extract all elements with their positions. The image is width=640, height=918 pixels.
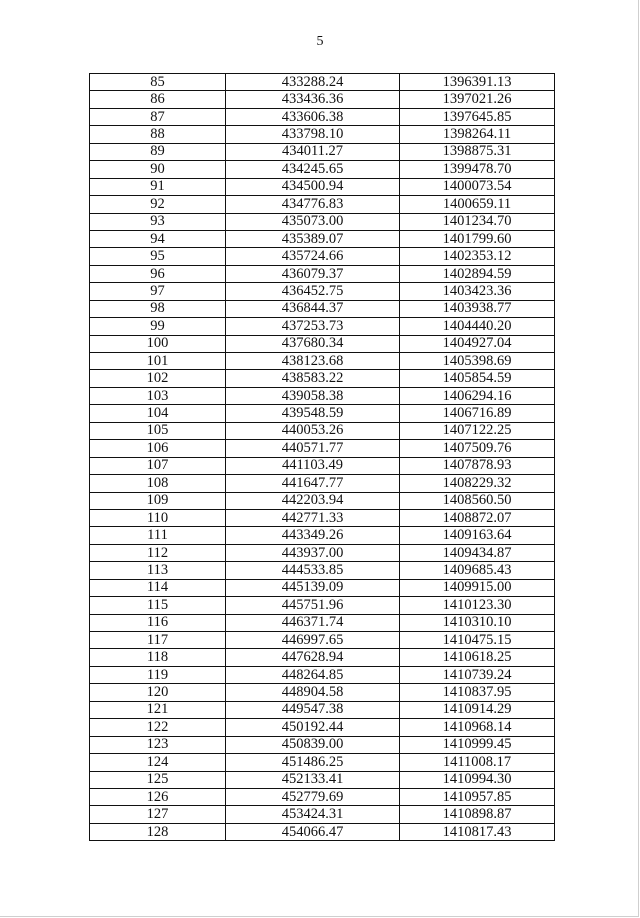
- x-coordinate-cell: 444533.85: [226, 562, 400, 579]
- table-row: [90, 178, 555, 195]
- y-coordinate-cell: 1402353.12: [400, 248, 555, 265]
- point-number-cell: 89: [90, 143, 226, 160]
- table-row: [90, 788, 555, 805]
- x-coordinate-cell: 452779.69: [226, 788, 400, 805]
- table-row: [90, 161, 555, 178]
- y-coordinate-cell: 1408560.50: [400, 492, 555, 509]
- x-coordinate-cell: 446997.65: [226, 632, 400, 649]
- point-number-cell: 102: [90, 370, 226, 387]
- x-coordinate-cell: 436452.75: [226, 283, 400, 300]
- x-coordinate-cell: 442203.94: [226, 492, 400, 509]
- table-row: [90, 440, 555, 457]
- x-coordinate-cell: 445751.96: [226, 597, 400, 614]
- table-row: [90, 353, 555, 370]
- y-coordinate-cell: 1410914.29: [400, 701, 555, 718]
- y-coordinate-cell: 1410994.30: [400, 771, 555, 788]
- point-number-cell: 114: [90, 579, 226, 596]
- y-coordinate-cell: 1405398.69: [400, 353, 555, 370]
- x-coordinate-cell: 435724.66: [226, 248, 400, 265]
- x-coordinate-cell: 445139.09: [226, 579, 400, 596]
- point-number-cell: 99: [90, 318, 226, 335]
- x-coordinate-cell: 439548.59: [226, 405, 400, 422]
- y-coordinate-cell: 1396391.13: [400, 74, 555, 91]
- x-coordinate-cell: 449547.38: [226, 701, 400, 718]
- y-coordinate-cell: 1404927.04: [400, 335, 555, 352]
- table-row: [90, 405, 555, 422]
- point-number-cell: 120: [90, 684, 226, 701]
- x-coordinate-cell: 443937.00: [226, 544, 400, 561]
- x-coordinate-cell: 433288.24: [226, 74, 400, 91]
- x-coordinate-cell: 437680.34: [226, 335, 400, 352]
- table-row: [90, 74, 555, 91]
- table-row: [90, 265, 555, 282]
- y-coordinate-cell: 1407878.93: [400, 457, 555, 474]
- table-row: [90, 248, 555, 265]
- x-coordinate-cell: 438123.68: [226, 353, 400, 370]
- x-coordinate-cell: 443349.26: [226, 527, 400, 544]
- point-number-cell: 118: [90, 649, 226, 666]
- table-row: [90, 213, 555, 230]
- x-coordinate-cell: 441103.49: [226, 457, 400, 474]
- x-coordinate-cell: 437253.73: [226, 318, 400, 335]
- x-coordinate-cell: 442771.33: [226, 509, 400, 526]
- y-coordinate-cell: 1410957.85: [400, 788, 555, 805]
- page-number: 5: [316, 34, 324, 49]
- point-number-cell: 101: [90, 353, 226, 370]
- y-coordinate-cell: 1410837.95: [400, 684, 555, 701]
- table-row: [90, 492, 555, 509]
- point-number-cell: 97: [90, 283, 226, 300]
- table-row: [90, 666, 555, 683]
- y-coordinate-cell: 1411008.17: [400, 754, 555, 771]
- point-number-cell: 86: [90, 91, 226, 108]
- table-row: [90, 701, 555, 718]
- table-row: [90, 318, 555, 335]
- y-coordinate-cell: 1406716.89: [400, 405, 555, 422]
- y-coordinate-cell: 1410123.30: [400, 597, 555, 614]
- point-number-cell: 117: [90, 632, 226, 649]
- y-coordinate-cell: 1410817.43: [400, 823, 555, 840]
- point-number-cell: 110: [90, 509, 226, 526]
- table-row: [90, 457, 555, 474]
- point-number-cell: 126: [90, 788, 226, 805]
- y-coordinate-cell: 1410999.45: [400, 736, 555, 753]
- point-number-cell: 96: [90, 265, 226, 282]
- point-number-cell: 104: [90, 405, 226, 422]
- y-coordinate-cell: 1403938.77: [400, 300, 555, 317]
- y-coordinate-cell: 1399478.70: [400, 161, 555, 178]
- y-coordinate-cell: 1401234.70: [400, 213, 555, 230]
- table-row: [90, 387, 555, 404]
- y-coordinate-cell: 1410618.25: [400, 649, 555, 666]
- table-row: [90, 544, 555, 561]
- y-coordinate-cell: 1410968.14: [400, 719, 555, 736]
- y-coordinate-cell: 1409915.00: [400, 579, 555, 596]
- x-coordinate-cell: 441647.77: [226, 475, 400, 492]
- x-coordinate-cell: 439058.38: [226, 387, 400, 404]
- point-number-cell: 93: [90, 213, 226, 230]
- y-coordinate-cell: 1410739.24: [400, 666, 555, 683]
- y-coordinate-cell: 1397021.26: [400, 91, 555, 108]
- y-coordinate-cell: 1402894.59: [400, 265, 555, 282]
- x-coordinate-cell: 433798.10: [226, 126, 400, 143]
- y-coordinate-cell: 1400073.54: [400, 178, 555, 195]
- x-coordinate-cell: 434245.65: [226, 161, 400, 178]
- point-number-cell: 95: [90, 248, 226, 265]
- x-coordinate-cell: 448264.85: [226, 666, 400, 683]
- y-coordinate-cell: 1397645.85: [400, 108, 555, 125]
- coordinates-table: [89, 73, 555, 841]
- x-coordinate-cell: 438583.22: [226, 370, 400, 387]
- point-number-cell: 111: [90, 527, 226, 544]
- point-number-cell: 122: [90, 719, 226, 736]
- point-number-cell: 116: [90, 614, 226, 631]
- x-coordinate-cell: 450192.44: [226, 719, 400, 736]
- table-row: [90, 736, 555, 753]
- point-number-cell: 107: [90, 457, 226, 474]
- point-number-cell: 113: [90, 562, 226, 579]
- table-row: [90, 806, 555, 823]
- y-coordinate-cell: 1410475.15: [400, 632, 555, 649]
- table-row: [90, 422, 555, 439]
- point-number-cell: 108: [90, 475, 226, 492]
- table-row: [90, 370, 555, 387]
- y-coordinate-cell: 1410898.87: [400, 806, 555, 823]
- point-number-cell: 92: [90, 196, 226, 213]
- table-row: [90, 754, 555, 771]
- table-row: [90, 335, 555, 352]
- table-row: [90, 283, 555, 300]
- table-row: [90, 684, 555, 701]
- y-coordinate-cell: 1409434.87: [400, 544, 555, 561]
- x-coordinate-cell: 446371.74: [226, 614, 400, 631]
- point-number-cell: 109: [90, 492, 226, 509]
- table-row: [90, 771, 555, 788]
- x-coordinate-cell: 450839.00: [226, 736, 400, 753]
- x-coordinate-cell: 453424.31: [226, 806, 400, 823]
- x-coordinate-cell: 434776.83: [226, 196, 400, 213]
- point-number-cell: 90: [90, 161, 226, 178]
- y-coordinate-cell: 1404440.20: [400, 318, 555, 335]
- table-row: [90, 579, 555, 596]
- table-row: [90, 108, 555, 125]
- table-row: [90, 196, 555, 213]
- table-row: [90, 632, 555, 649]
- point-number-cell: 119: [90, 666, 226, 683]
- point-number-cell: 123: [90, 736, 226, 753]
- x-coordinate-cell: 452133.41: [226, 771, 400, 788]
- y-coordinate-cell: 1408872.07: [400, 509, 555, 526]
- table-row: [90, 649, 555, 666]
- y-coordinate-cell: 1400659.11: [400, 196, 555, 213]
- x-coordinate-cell: 440571.77: [226, 440, 400, 457]
- y-coordinate-cell: 1403423.36: [400, 283, 555, 300]
- table-row: [90, 126, 555, 143]
- point-number-cell: 94: [90, 230, 226, 247]
- x-coordinate-cell: 434011.27: [226, 143, 400, 160]
- x-coordinate-cell: 451486.25: [226, 754, 400, 771]
- point-number-cell: 121: [90, 701, 226, 718]
- table-row: [90, 527, 555, 544]
- x-coordinate-cell: 433606.38: [226, 108, 400, 125]
- y-coordinate-cell: 1407122.25: [400, 422, 555, 439]
- point-number-cell: 100: [90, 335, 226, 352]
- table-row: [90, 475, 555, 492]
- x-coordinate-cell: 436844.37: [226, 300, 400, 317]
- point-number-cell: 112: [90, 544, 226, 561]
- point-number-cell: 103: [90, 387, 226, 404]
- table-row: [90, 719, 555, 736]
- table-row: [90, 509, 555, 526]
- y-coordinate-cell: 1398875.31: [400, 143, 555, 160]
- point-number-cell: 85: [90, 74, 226, 91]
- y-coordinate-cell: 1409163.64: [400, 527, 555, 544]
- y-coordinate-cell: 1406294.16: [400, 387, 555, 404]
- x-coordinate-cell: 454066.47: [226, 823, 400, 840]
- point-number-cell: 125: [90, 771, 226, 788]
- y-coordinate-cell: 1407509.76: [400, 440, 555, 457]
- x-coordinate-cell: 435073.00: [226, 213, 400, 230]
- y-coordinate-cell: 1410310.10: [400, 614, 555, 631]
- table-row: [90, 597, 555, 614]
- x-coordinate-cell: 440053.26: [226, 422, 400, 439]
- y-coordinate-cell: 1401799.60: [400, 230, 555, 247]
- point-number-cell: 115: [90, 597, 226, 614]
- point-number-cell: 124: [90, 754, 226, 771]
- point-number-cell: 87: [90, 108, 226, 125]
- point-number-cell: 98: [90, 300, 226, 317]
- x-coordinate-cell: 448904.58: [226, 684, 400, 701]
- table-row: [90, 143, 555, 160]
- y-coordinate-cell: 1409685.43: [400, 562, 555, 579]
- table-row: [90, 230, 555, 247]
- x-coordinate-cell: 434500.94: [226, 178, 400, 195]
- point-number-cell: 88: [90, 126, 226, 143]
- point-number-cell: 105: [90, 422, 226, 439]
- x-coordinate-cell: 435389.07: [226, 230, 400, 247]
- point-number-cell: 128: [90, 823, 226, 840]
- x-coordinate-cell: 436079.37: [226, 265, 400, 282]
- y-coordinate-cell: 1405854.59: [400, 370, 555, 387]
- point-number-cell: 91: [90, 178, 226, 195]
- table-row: [90, 91, 555, 108]
- y-coordinate-cell: 1408229.32: [400, 475, 555, 492]
- table-row: [90, 562, 555, 579]
- table-row: [90, 614, 555, 631]
- x-coordinate-cell: 447628.94: [226, 649, 400, 666]
- point-number-cell: 127: [90, 806, 226, 823]
- point-number-cell: 106: [90, 440, 226, 457]
- table-row: [90, 823, 555, 840]
- table-row: [90, 300, 555, 317]
- x-coordinate-cell: 433436.36: [226, 91, 400, 108]
- table-body: [90, 74, 555, 841]
- y-coordinate-cell: 1398264.11: [400, 126, 555, 143]
